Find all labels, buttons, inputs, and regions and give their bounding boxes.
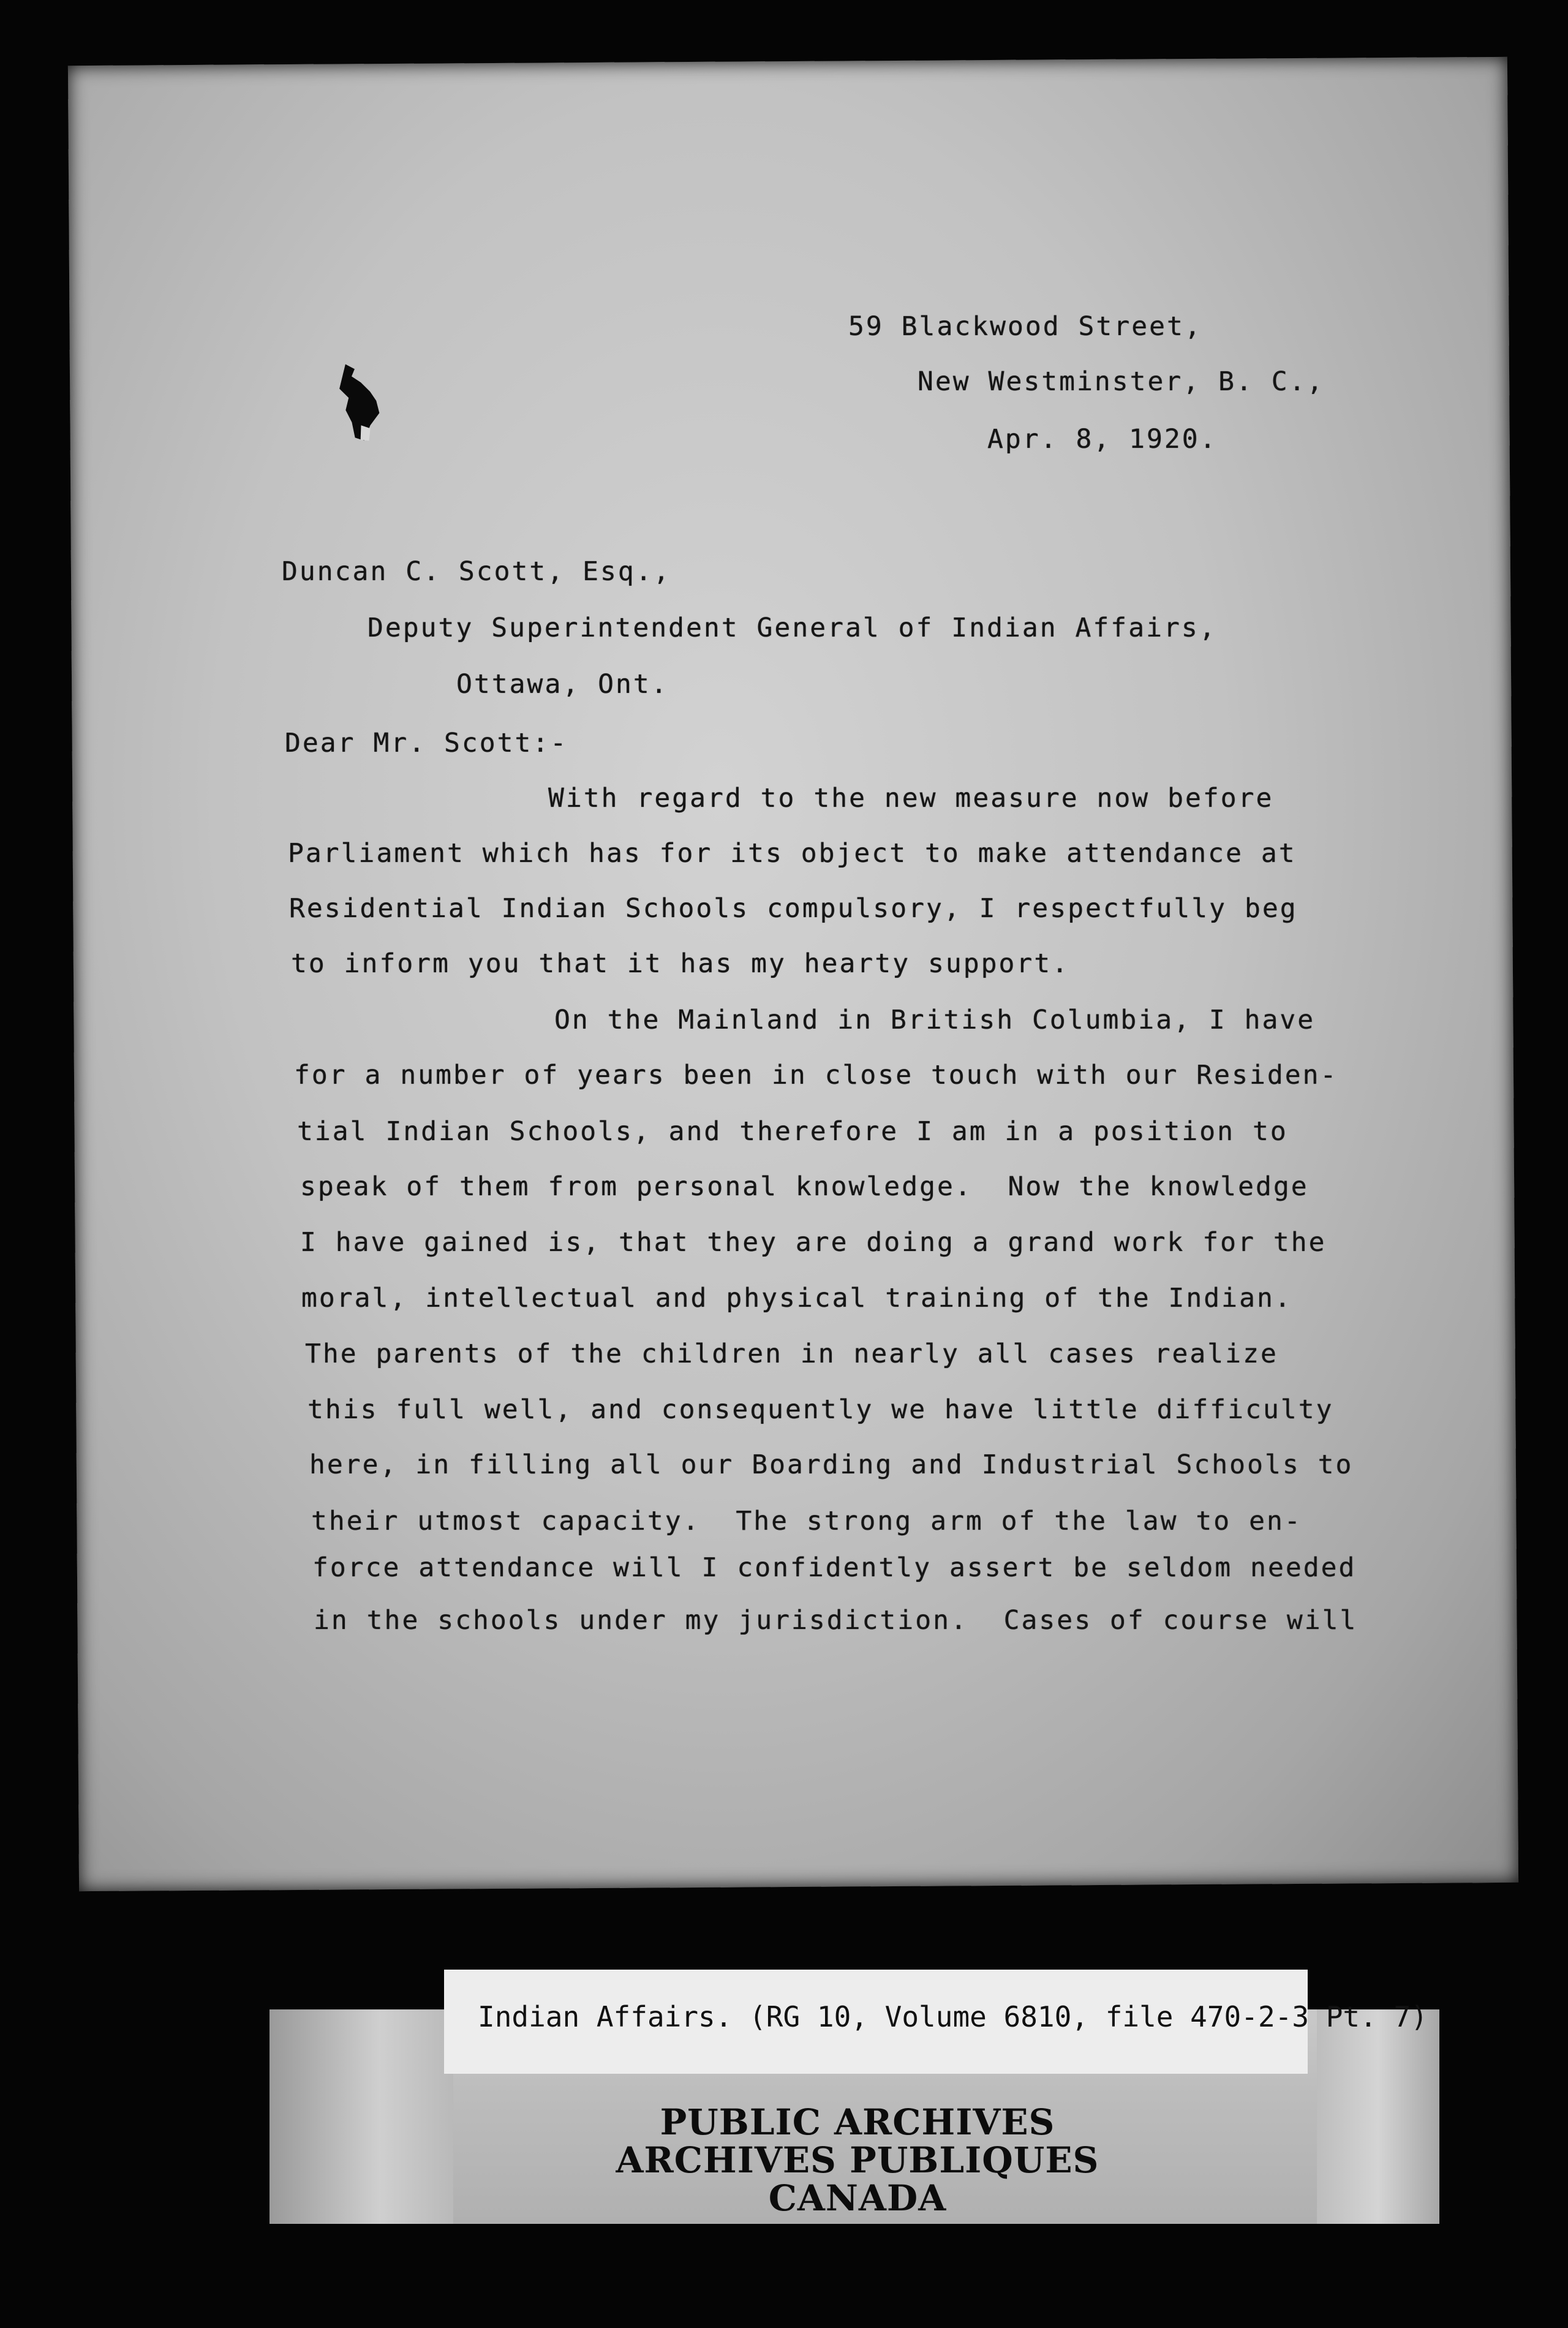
salutation: Dear Mr. Scott:- <box>285 728 568 758</box>
body-line: tial Indian Schools, and therefore I am in a position to <box>297 1116 1288 1147</box>
body-line: I have gained is, that they are doing a grand work for the <box>300 1227 1327 1258</box>
body-line: Residential Indian Schools compulsory, I respectfully beg <box>289 893 1298 924</box>
body-line: With regard to the new measure now before <box>548 783 1274 814</box>
body-line: Parliament which has for its object to make attendance at <box>288 838 1297 869</box>
recipient-name: Duncan C. Scott, Esq., <box>282 556 671 587</box>
body-line: in the schools under my jurisdiction. Cases of course will <box>314 1605 1358 1636</box>
body-line: force attendance will I confidently assert be seldom needed <box>312 1552 1357 1583</box>
archive-stamp-line-3: CANADA <box>768 2177 947 2219</box>
recipient-location: Ottawa, Ont. <box>456 669 669 700</box>
body-line: speak of them from personal knowledge. Now the knowledge <box>300 1171 1309 1202</box>
body-line: On the Mainland in British Columbia, I have <box>554 1005 1316 1035</box>
archive-stamp-line-1: PUBLIC ARCHIVES <box>660 2101 1055 2143</box>
body-line: to inform you that it has my hearty support. <box>291 948 1070 979</box>
body-line: their utmost capacity. The strong arm of the law to en- <box>311 1506 1302 1536</box>
recipient-title: Deputy Superintendent General of Indian Affairs, <box>368 613 1217 643</box>
archive-tape-left <box>270 2009 453 2224</box>
body-line: for a number of years been in close touch with our Residen- <box>294 1060 1338 1090</box>
body-line: moral, intellectual and physical training of the Indian. <box>301 1283 1292 1313</box>
body-line: The parents of the children in nearly all cases realize <box>305 1339 1278 1369</box>
body-line: this full well, and consequently we have little difficulty <box>307 1394 1334 1425</box>
paper-damage-hole <box>333 364 383 444</box>
sender-address-line-2: New Westminster, B. C., <box>918 366 1325 397</box>
sender-address-line-1: 59 Blackwood Street, <box>848 311 1202 342</box>
archive-tape-right <box>1317 2009 1439 2224</box>
archive-reference: Indian Affairs. (RG 10, Volume 6810, file 470-2-3 Pt. 7) <box>478 2000 1428 2033</box>
letter-date: Apr. 8, 1920. <box>987 424 1218 455</box>
body-line: here, in filling all our Boarding and Industrial Schools to <box>309 1449 1354 1480</box>
archive-stamp-line-2: ARCHIVES PUBLIQUES <box>616 2139 1099 2181</box>
